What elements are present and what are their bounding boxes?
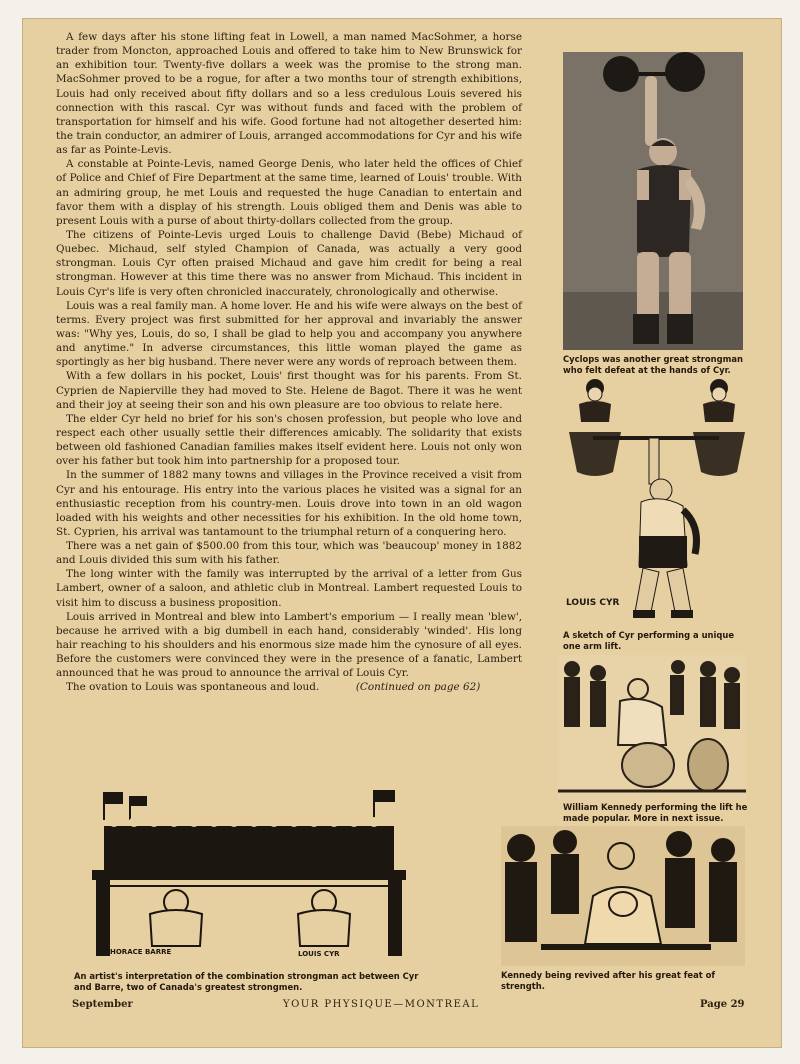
paragraph: The elder Cyr held no brief for his son's chosen profession, but people who love and respect each other usually settle their differences amicably. The solidarity that exists between old fashioned Canadian families makes itself evident here. Louis not only won over his father but took him into partnership for a proposed tour. (56, 412, 522, 468)
paragraph: A constable at Pointe-Levis, named George Denis, who later held the offices of Chief of Police and Chief of Fire Department at the same time, learned of Louis' trouble. With an admiring group, he met Louis and requested the huge Canadian to entertain and favor them with a display of his strength. Louis obliged them and Denis was able to present Louis with a purse of about thirty-dollars collected from the group. (56, 158, 522, 227)
footer-magazine: YOUR PHYSIQUE—MONTREAL (283, 999, 480, 1010)
paragraph: The long winter with the family was interrupted by the arrival of a letter from Gus Lambert, owner of a saloon, and athletic club in Montreal. Lambert requested Louis to visit him to discuss a business proposition. (56, 568, 522, 609)
signature-louis-cyr: LOUIS CYR (566, 598, 620, 608)
kennedy-lift-sketch (558, 655, 746, 800)
paragraph: There was a net gain of $500.00 from this tour, which was 'beaucoup' money in 1882 and Louis divided this sum with his father. (56, 540, 522, 567)
one-arm-lift-icon (563, 376, 748, 626)
last-line-text: The ovation to Louis was spontaneous and loud. (66, 681, 320, 694)
paragraph: With a few dollars in his pocket, Louis' first thought was for his parents. From St. Cyprien de Napierville they had moved to Ste. Helene de Bagot. There it was he went and their joy at seeing their son and his own pleasure are too obvious to relate here. (56, 370, 522, 411)
last-line (56, 680, 522, 694)
continued-link[interactable]: (Continued on page 62) (355, 681, 481, 694)
strongman-photo-icon (563, 52, 743, 350)
footer-page-number: Page 29 (700, 999, 745, 1010)
paragraph: In the summer of 1882 many towns and villages in the Province received a visit from Cyr and his entourage. His entry into the various places he visited was a signal for an enthusiastic reception from his country-men. Louis drove into town in an old wagon loaded with his weights and other necessities for his exhibition. In the old home town, St. Cyprien, his arrival was tantamount to the triumphal return of a conquering hero. (56, 469, 522, 538)
caption-kennedy-revived: Kennedy being revived after his great feat of strength. (501, 970, 716, 991)
paragraph: Louis was a real family man. A home lover. He and his wife were always on the best of terms. Every project was first submitted for her approval and invariably the answer was: "Why yes, Louis, do so, I shall be glad to help you and accompany you anywhere and anytime." In adverse circumstances, this little woman played the game as sportingly as her big husband. There never were any words of reproach between them. (56, 299, 522, 369)
crowd-lift-icon (558, 655, 746, 800)
revived-crowd-icon (501, 826, 745, 966)
cyr-one-arm-sketch (563, 376, 748, 626)
article-body (56, 30, 522, 695)
platform-crowd-icon (84, 786, 414, 966)
footer-month: September (72, 999, 133, 1010)
combination-act-sketch (84, 786, 414, 966)
kennedy-revived-sketch (501, 826, 745, 966)
caption-kennedy-lift: William Kennedy performing the lift he made popular. More in next issue. (563, 802, 748, 823)
paragraph: A few days after his stone lifting feat in Lowell, a man named MacSohmer, a horse trader from Moncton, approached Louis and offered to take him to New Brunswick for an exhibition tour. Twenty-five dollars a week was the promise to the strong man. MacSohmer proved to be a rogue, for after a two months tour of strength exhibitions, Louis had only received about fifty dollars and so a less credulous Louis severed his connection with this rascal. Cyr was without funds and faced with the problem of transportation for himself and his wife. Good fortune had not altogether deserted him: the train conductor, an admirer of Louis, arranged accommodations for Cyr and his wife as far as Pointe-Levis. (56, 31, 522, 157)
label-louis-cyr-small: LOUIS CYR (298, 950, 340, 958)
caption-sketch-cyr: A sketch of Cyr performing a unique one arm lift. (563, 630, 735, 651)
cyclops-photo (563, 52, 743, 350)
paragraph: Louis arrived in Montreal and blew into Lambert's emporium — I really mean 'blew', because he arrived with a big dumbell in each hand, considerably 'winded'. His long hair reaching to his shoulders and his enormous size made him the cynosure of all eyes. Before the customers were convinced they were in the presence of a fanatic, Lambert announced that he was proud to announce the arrival of Louis Cyr. (56, 610, 522, 680)
paragraph: The citizens of Pointe-Levis urged Louis to challenge David (Bebe) Michaud of Quebec. Michaud, self styled Champion of Canada, was actually a very good strongman. Louis Cyr often praised Michaud and gave him credit for being a real strongman. However at this time there was no answer from Michaud. This incident in Louis Cyr's life is very often chronicled inaccurately, chronologically and otherwise. (56, 228, 522, 298)
label-horace-barre: HORACE BARRE (110, 948, 172, 956)
caption-combination: An artist's interpretation of the combination strongman act between Cyr and Barre, two of Canada's greatest strongmen. (74, 971, 419, 992)
caption-cyclops: Cyclops was another great strongman who felt defeat at the hands of Cyr. (563, 354, 743, 375)
